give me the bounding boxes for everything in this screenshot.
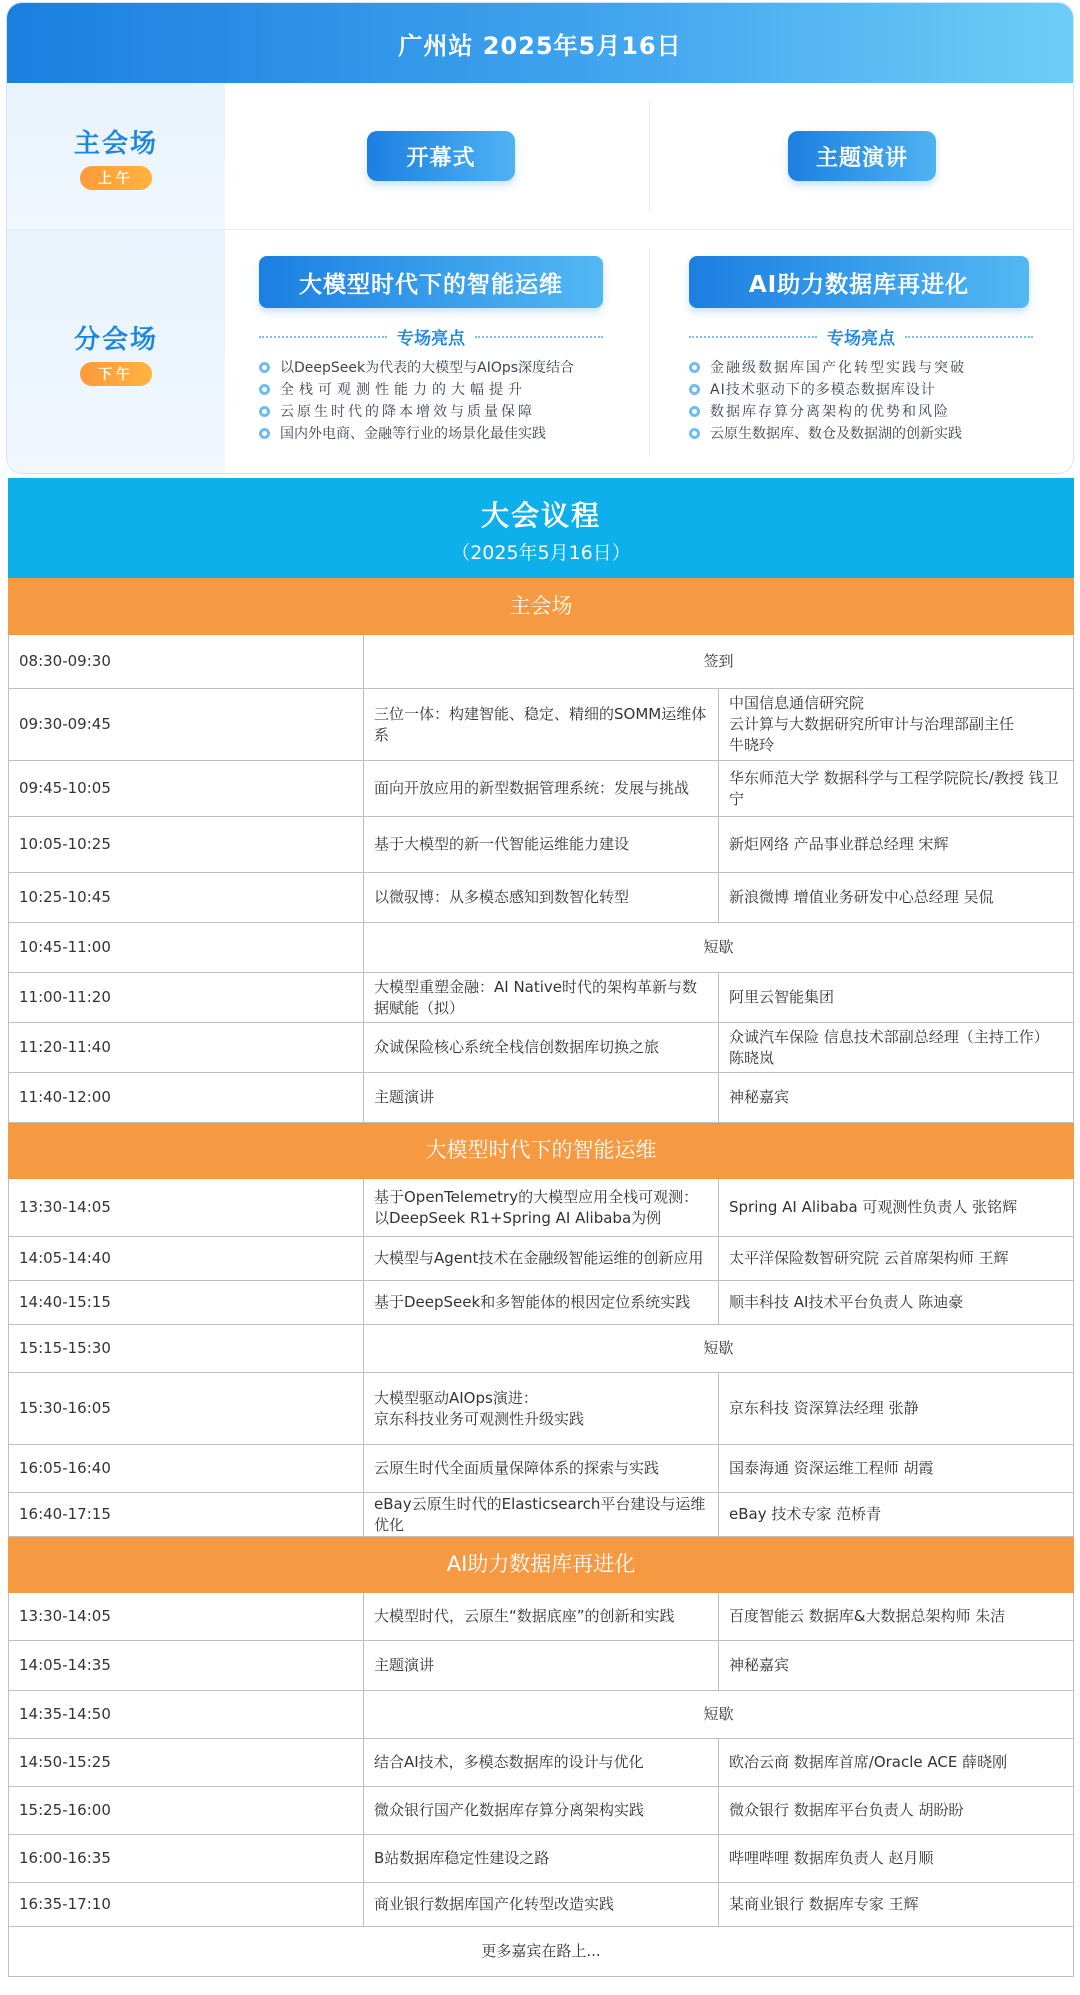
table-row [9,1641,1074,1691]
bullet-icon [689,362,700,373]
more-guests-note: 更多嘉宾在路上... [9,1927,1074,1977]
session-time: 16:40-17:15 [9,1493,364,1537]
session-speaker: 百度智能云 数据库&大数据总架构师 朱洁 [719,1593,1074,1641]
main-venue-content [225,83,1073,229]
session-topic: B站数据库稳定性建设之路 [364,1835,719,1883]
session-speaker: 京东科技 资深算法经理 张静 [719,1373,1074,1445]
table-row [9,1073,1074,1123]
agenda-subtitle: （2025年5月16日） [451,542,631,564]
session-speaker: eBay 技术专家 范桥青 [719,1493,1074,1537]
table-row [9,1593,1074,1641]
session-time: 16:00-16:35 [9,1835,364,1883]
session-topic: 商业银行数据库国产化转型改造实践 [364,1883,719,1927]
section-title: 大模型时代下的智能运维 [9,1123,1074,1179]
table-row [9,1325,1074,1373]
session-time: 14:05-14:40 [9,1237,364,1281]
track-title-aiops[interactable]: 大模型时代下的智能运维 [259,256,603,308]
session-note: 短歇 [364,923,1074,973]
session-note: 短歇 [364,1691,1074,1739]
bullet-icon [259,406,270,417]
agenda-header [8,478,1074,578]
agenda-section-header [9,579,1074,635]
session-time: 13:30-14:05 [9,1179,364,1237]
highlight-item: 数据库存算分离架构的优势和风险 [689,400,1039,422]
session-speaker: 众诚汽车保险 信息技术部副总经理（主持工作） 陈晓岚 [719,1023,1074,1073]
session-topic: 以微驭博：从多模态感知到数智化转型 [364,873,719,923]
table-row [9,1281,1074,1325]
table-row [9,873,1074,923]
branch-venue-label: 分会场 [73,325,158,355]
branch-venue-row [7,229,1073,474]
session-speaker: 中国信息通信研究院 云计算与大数据研究所审计与治理部副主任 牛晓玲 [719,689,1074,761]
table-row [9,973,1074,1023]
session-speaker: 顺丰科技 AI技术平台负责人 陈迪豪 [719,1281,1074,1325]
branch-venue-label-block [7,230,225,474]
table-row [9,1373,1074,1445]
session-speaker: 国泰海通 资深运维工程师 胡霞 [719,1445,1074,1493]
table-row [9,1023,1074,1073]
table-row [9,635,1074,689]
session-time: 10:05-10:25 [9,817,364,873]
track-highlight-header [689,324,1033,349]
table-row [9,1835,1074,1883]
session-time: 14:40-15:15 [9,1281,364,1325]
morning-pill: 上午 [80,166,152,190]
keynote-button[interactable]: 主题演讲 [788,131,936,181]
table-row [9,817,1074,873]
highlight-label: 专场亮点 [827,329,895,349]
main-venue-label: 主会场 [73,128,158,159]
session-topic: 大模型重塑金融：AI Native时代的架构革新与数据赋能（拟） [364,973,719,1023]
main-venue-label-block [7,83,225,229]
session-time: 15:25-16:00 [9,1787,364,1835]
session-topic: 主题演讲 [364,1073,719,1123]
session-speaker: 新浪微博 增值业务研发中心总经理 吴侃 [719,873,1074,923]
dotted-divider [259,336,387,338]
session-time: 11:20-11:40 [9,1023,364,1073]
session-time: 14:35-14:50 [9,1691,364,1739]
bullet-icon [259,384,270,395]
highlight-item: 云原生数据库、数仓及数据湖的创新实践 [689,422,1039,444]
agenda-section-header [9,1123,1074,1179]
main-venue-row [7,83,1073,229]
session-topic: 众诚保险核心系统全栈信创数据库切换之旅 [364,1023,719,1073]
table-row [9,1445,1074,1493]
bullet-icon [689,428,700,439]
afternoon-pill: 下午 [80,362,152,386]
highlight-item: AI技术驱动下的多模态数据库设计 [689,378,1039,400]
agenda-footer-row [9,1927,1074,1977]
session-time: 08:30-09:30 [9,635,364,689]
session-time: 09:30-09:45 [9,689,364,761]
bullet-icon [689,384,700,395]
session-time: 13:30-14:05 [9,1593,364,1641]
session-time: 14:50-15:25 [9,1739,364,1787]
schedule-overview-card [6,2,1074,474]
bullet-icon [259,362,270,373]
session-topic: eBay云原生时代的Elasticsearch平台建设与运维优化 [364,1493,719,1537]
highlight-item: 以DeepSeek为代表的大模型与AIOps深度结合 [259,356,609,378]
session-time: 11:00-11:20 [9,973,364,1023]
session-speaker: 哔哩哔哩 数据库负责人 赵月顺 [719,1835,1074,1883]
agenda-title: 大会议程 [480,499,601,532]
overview-header [7,3,1073,83]
dotted-divider [475,336,603,338]
table-row [9,1179,1074,1237]
section-title: AI助力数据库再进化 [9,1537,1074,1593]
track-highlight-list [259,356,609,444]
session-speaker: 神秘嘉宾 [719,1641,1074,1691]
session-topic: 大模型驱动AIOps演进： 京东科技业务可观测性升级实践 [364,1373,719,1445]
track-title-database[interactable]: AI助力数据库再进化 [689,256,1029,308]
dotted-divider [905,336,1033,338]
session-note: 短歇 [364,1325,1074,1373]
session-speaker: 欧冶云商 数据库首席/Oracle ACE 薛晓刚 [719,1739,1074,1787]
table-row [9,1787,1074,1835]
track-highlight-list [689,356,1039,444]
session-time: 15:15-15:30 [9,1325,364,1373]
table-row [9,923,1074,973]
table-row [9,1237,1074,1281]
session-time: 15:30-16:05 [9,1373,364,1445]
highlight-item: 云原生时代的降本增效与质量保障 [259,400,609,422]
session-time: 09:45-10:05 [9,761,364,817]
agenda-section-header [9,1537,1074,1593]
column-divider [649,248,650,457]
session-topic: 主题演讲 [364,1641,719,1691]
session-topic: 基于OpenTelemetry的大模型应用全栈可观测： 以DeepSeek R1+Spring AI Alibaba为例 [364,1179,719,1237]
column-divider [649,101,650,211]
session-speaker: 太平洋保险数智研究院 云首席架构师 王辉 [719,1237,1074,1281]
session-topic: 大模型时代，云原生“数据底座”的创新和实践 [364,1593,719,1641]
session-time: 11:40-12:00 [9,1073,364,1123]
session-speaker: 神秘嘉宾 [719,1073,1074,1123]
table-row [9,1493,1074,1537]
session-speaker: 某商业银行 数据库专家 王辉 [719,1883,1074,1927]
dotted-divider [689,336,817,338]
session-speaker: 微众银行 数据库平台负责人 胡盼盼 [719,1787,1074,1835]
session-topic: 基于大模型的新一代智能运维能力建设 [364,817,719,873]
session-topic: 基于DeepSeek和多智能体的根因定位系统实践 [364,1281,719,1325]
session-topic: 面向开放应用的新型数据管理系统：发展与挑战 [364,761,719,817]
session-time: 10:25-10:45 [9,873,364,923]
session-topic: 大模型与Agent技术在金融级智能运维的创新应用 [364,1237,719,1281]
session-time: 10:45-11:00 [9,923,364,973]
track-highlight-header [259,324,603,349]
table-row [9,761,1074,817]
overview-header-title: 广州站 2025年5月16日 [398,31,682,60]
bullet-icon [259,428,270,439]
session-topic: 云原生时代全面质量保障体系的探索与实践 [364,1445,719,1493]
session-time: 14:05-14:35 [9,1641,364,1691]
table-row [9,1883,1074,1927]
table-row [9,689,1074,761]
bullet-icon [689,406,700,417]
session-time: 16:05-16:40 [9,1445,364,1493]
branch-venue-content [225,230,1073,474]
session-speaker: 阿里云智能集团 [719,973,1074,1023]
session-note: 签到 [364,635,1074,689]
highlight-item: 金融级数据库国产化转型实践与突破 [689,356,1039,378]
session-topic: 微众银行国产化数据库存算分离架构实践 [364,1787,719,1835]
session-speaker: 新炬网络 产品事业群总经理 宋辉 [719,817,1074,873]
section-title: 主会场 [9,579,1074,635]
table-row [9,1739,1074,1787]
opening-ceremony-button[interactable]: 开幕式 [367,131,515,181]
highlight-label: 专场亮点 [397,329,465,349]
session-topic: 三位一体：构建智能、稳定、精细的SOMM运维体系 [364,689,719,761]
session-speaker: 华东师范大学 数据科学与工程学院院长/教授 钱卫宁 [719,761,1074,817]
session-speaker: Spring AI Alibaba 可观测性负责人 张铭辉 [719,1179,1074,1237]
session-topic: 结合AI技术，多模态数据库的设计与优化 [364,1739,719,1787]
table-row [9,1691,1074,1739]
highlight-item: 国内外电商、金融等行业的场景化最佳实践 [259,422,609,444]
highlight-item: 全栈可观测性能力的大幅提升 [259,378,609,400]
agenda-table [8,578,1074,1977]
session-time: 16:35-17:10 [9,1883,364,1927]
